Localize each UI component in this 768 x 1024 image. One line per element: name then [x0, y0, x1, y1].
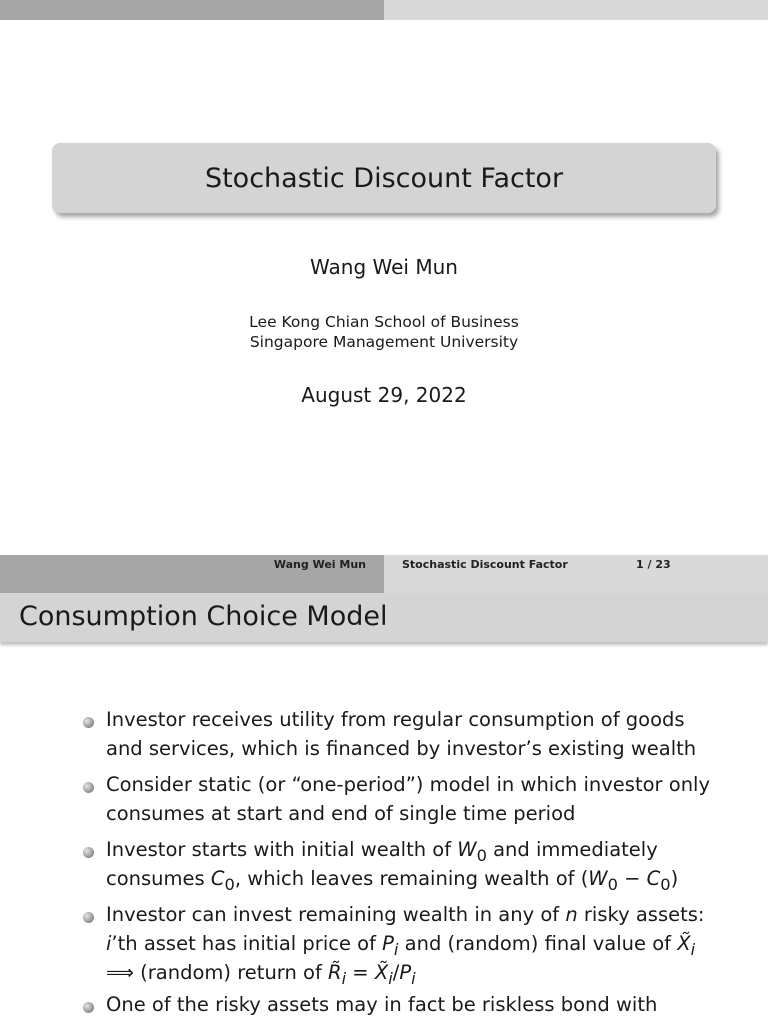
header-bar-left: [0, 0, 384, 20]
bullet-icon: [83, 717, 94, 728]
bullet-text-line: consumes at start and end of single time period: [106, 802, 576, 825]
bullet-text-line: Investor starts with initial wealth of $W_0$ and immediately: [106, 838, 658, 865]
footer-title: Stochastic Discount Factor: [402, 558, 568, 571]
bullet-text-line: Consider static (or “one-period”) model in which investor only: [106, 773, 711, 796]
title-box: [52, 143, 716, 213]
frame-title: Consumption Choice Model: [19, 601, 388, 632]
bullet-text-line: Investor can invest remaining wealth in any of n risky assets:: [106, 903, 705, 926]
footer-author: Wang Wei Mun: [273, 558, 366, 571]
institution-line-2: Singapore Management University: [249, 333, 519, 351]
bullet-icon: [83, 912, 94, 923]
slide-title: Stochastic Discount Factor: [204, 162, 564, 194]
author-name: Wang Wei Mun: [310, 255, 458, 279]
footer-page-number: 1 / 23: [636, 558, 671, 571]
bullet-text-line: i’th asset has initial price of $P_i$ and (random) final value of $X̃_i$: [106, 932, 696, 959]
footer-bar: [0, 555, 768, 593]
header-bar: [0, 0, 768, 20]
bullet-text-line: Investor receives utility from regular consumption of goods: [106, 708, 685, 731]
header-bar-right: [384, 0, 768, 20]
bullet-icon: [83, 782, 94, 793]
institution-line-1: Lee Kong Chian School of Business: [249, 313, 519, 331]
bullet-text-line: consumes $C_0$, which leaves remaining wealth of $(W_0 - C_0)$: [106, 867, 679, 894]
bullet-icon: [83, 1002, 94, 1013]
frame-title-bar: [0, 593, 768, 642]
presentation-date: August 29, 2022: [301, 383, 467, 407]
implies-arrow-icon: ⟹: [106, 961, 134, 984]
bullet-text-line: and services, which is financed by investor’s existing wealth: [106, 737, 697, 760]
bullet-icon: [83, 847, 94, 858]
bullet-text-line: ⟹ (random) return of $R̃_i$ = $X̃_i/P_i$: [106, 961, 416, 988]
bullet-text-line: One of the risky assets may in fact be riskless bond with: [106, 993, 658, 1016]
